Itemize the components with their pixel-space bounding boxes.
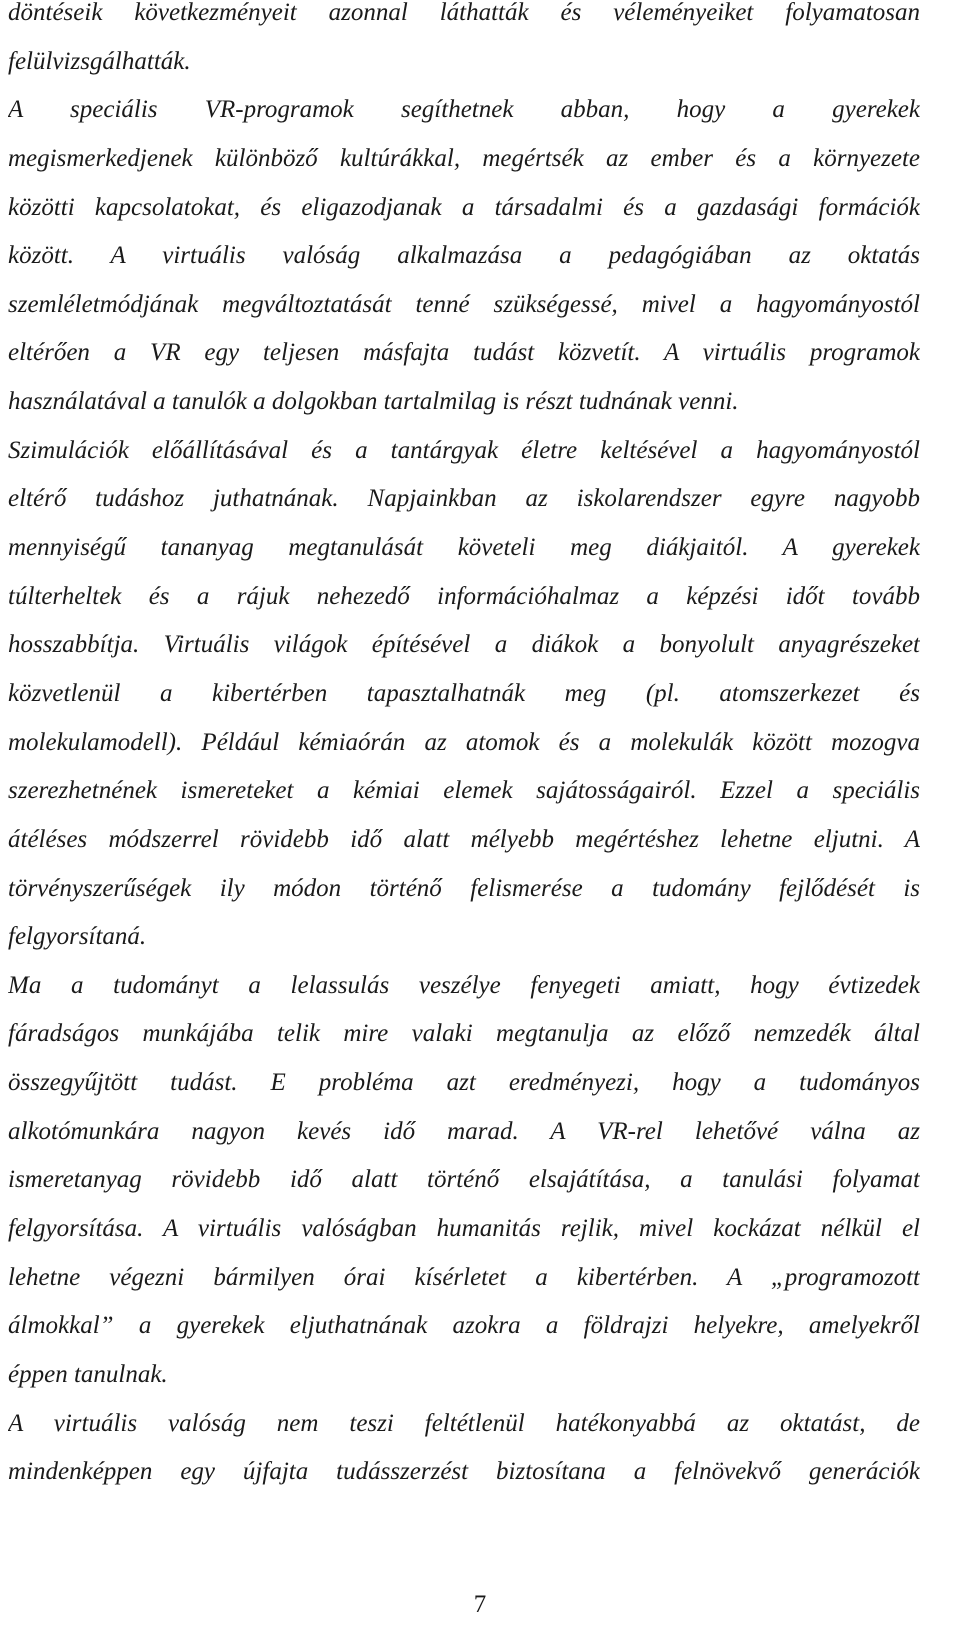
text-line: eltérően a VR egy teljesen másfajta tudást közvetít. A virtuális programok <box>8 340 920 367</box>
text-line: használatával a tanulók a dolgokban tartalmilag is részt tudnának venni. <box>8 389 739 416</box>
text-line: felgyorsítása. A virtuális valóságban humanitás rejlik, mivel kockázat nélkül el <box>8 1216 920 1243</box>
text-line: eltérő tudáshoz juthatnának. Napjainkban az iskolarendszer egyre nagyobb <box>8 486 920 513</box>
text-line: mindenképpen egy újfajta tudásszerzést biztosítana a felnövekvő generációk <box>8 1459 920 1486</box>
text-line: A virtuális valóság nem teszi feltétlenül hatékonyabbá az oktatást, de <box>8 1410 920 1437</box>
text-line: túlterheltek és a rájuk nehezedő információhalmaz a képzési időt tovább <box>8 583 920 610</box>
text-line: éppen tanulnak. <box>8 1361 168 1388</box>
text-line: közvetlenül a kibertérben tapasztalhatnák meg (pl. atomszerkezet és <box>8 680 920 707</box>
text-line: hosszabbítja. Virtuális világok építésével a diákok a bonyolult anyagrészeket <box>8 632 920 659</box>
text-line: döntéseik következményeit azonnal láthatták és véleményeiket folyamatosan <box>8 0 920 26</box>
text-line: törvényszerűségek ily módon történő felismerése a tudomány fejlődését is <box>8 875 920 902</box>
body-text <box>8 0 920 1508</box>
text-line: alkotómunkára nagyon kevés idő marad. A VR-rel lehetővé válna az <box>8 1118 920 1145</box>
text-line: Ma a tudományt a lelassulás veszélye fenyegeti amiatt, hogy évtizedek <box>8 972 920 999</box>
page-number: 7 <box>473 1591 487 1618</box>
text-line: lehetne végezni bármilyen órai kísérletet a kibertérben. A „programozott <box>8 1264 920 1291</box>
text-line: megismerkedjenek különböző kultúrákkal, megértsék az ember és a környezete <box>8 145 920 172</box>
text-line: felülvizsgálhatták. <box>8 48 191 75</box>
text-line: szerezhetnének ismereteket a kémiai elemek sajátosságairól. Ezzel a speciális <box>8 778 920 805</box>
text-line: közötti kapcsolatokat, és eligazodjanak a társadalmi és a gazdasági formációk <box>8 194 920 221</box>
text-line: Szimulációk előállításával és a tantárgyak életre keltésével a hagyományostól <box>8 437 920 464</box>
text-line: összegyűjtött tudást. E probléma azt eredményezi, hogy a tudományos <box>8 1070 920 1097</box>
text-line: között. A virtuális valóság alkalmazása a pedagógiában az oktatás <box>8 243 920 270</box>
text-line: felgyorsítaná. <box>8 924 147 951</box>
document-page <box>8 0 920 1508</box>
text-line: molekulamodell). Például kémiaórán az atomok és a molekulák között mozogva <box>8 729 920 756</box>
text-line: szemléletmódjának megváltoztatását tenné szükségessé, mivel a hagyományostól <box>8 291 920 318</box>
text-line: ismeretanyag rövidebb idő alatt történő elsajátítása, a tanulási folyamat <box>8 1167 920 1194</box>
text-line: fáradságos munkájába telik mire valaki megtanulja az előző nemzedék által <box>8 1021 920 1048</box>
text-line: átéléses módszerrel rövidebb idő alatt mélyebb megértéshez lehetne eljutni. A <box>8 826 920 853</box>
text-line: A speciális VR-programok segíthetnek abban, hogy a gyerekek <box>8 97 920 124</box>
text-line: mennyiségű tananyag megtanulását követeli meg diákjaitól. A gyerekek <box>8 535 920 562</box>
text-line: álmokkal” a gyerekek eljuthatnának azokra a földrajzi helyekre, amelyekről <box>8 1313 920 1340</box>
